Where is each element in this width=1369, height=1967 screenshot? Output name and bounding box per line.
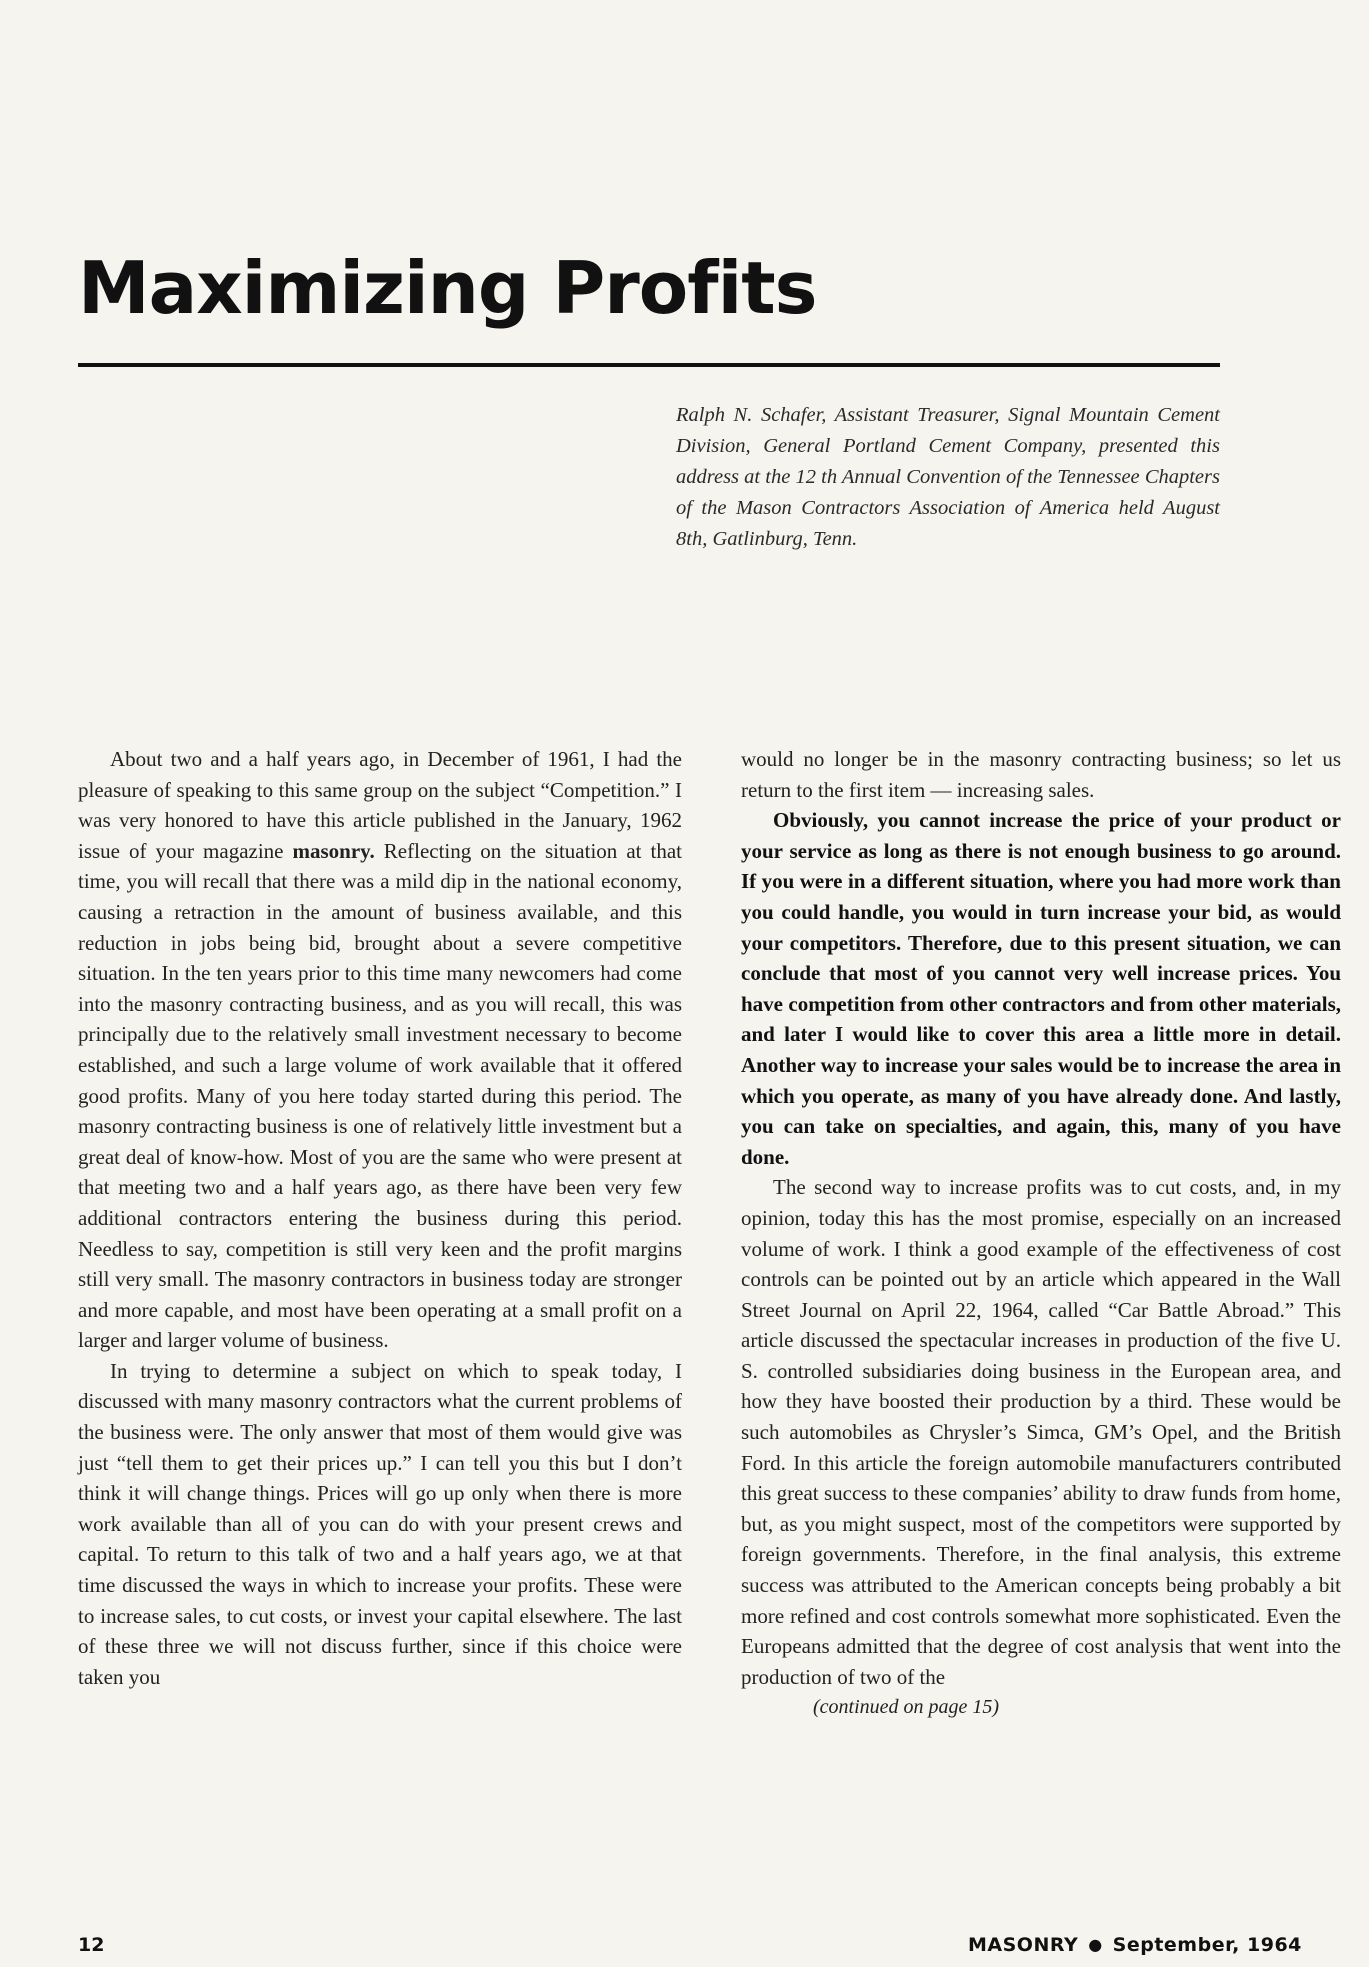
title-rule [78, 363, 1220, 367]
issue-date: September, 1964 [1112, 1934, 1302, 1956]
article-title: Maximizing Profits [78, 246, 817, 330]
right-column [741, 744, 1341, 1723]
paragraph: would no longer be in the masonry contracting business; so let us return to the first item — increasing sales. [741, 747, 1341, 802]
paragraph: In trying to determine a subject on which to speak today, I discussed with many masonry contractors what the current problems of the business were. The only answer that most of them would give was just “tell them to get their prices up.” I can tell you this but I don’t think it will change things. Prices will go up only when there is more work available than all of you can do with your present crews and capital. To return to this talk of two and a half years ago, we at that time discussed the ways in which to increase your profits. These were to increase sales, to cut costs, or invest your capital elsewhere. The last of these three we will not discuss further, since if this choice were taken you [78, 1358, 682, 1689]
continued-note: (continued on page 15) [813, 1696, 1000, 1719]
author-byline: Ralph N. Schafer, Assistant Treasurer, Signal Mountain Cement Division, General Portland Cement Company, presented this address at the 12 th Annual Convention of the Tennessee Chapters of the Mason Contractors Association of America held August 8th, Gatlinburg, Tenn. [676, 404, 1220, 550]
bullet-icon: ● [1088, 1935, 1103, 1954]
left-column [78, 744, 682, 1692]
paragraph: The second way to increase profits was to cut costs, and, in my opinion, today this has the most promise, especially on an increased volume of work. I think a good example of the effectiveness of cost controls can be pointed out by an article which appeared in the Wall Street Journal on April 22, 1964, called “Car Battle Abroad.” This article discussed the spectacular increases in production of the five U. S. controlled subsidiaries doing business in the European area, and how they have boosted their production by a third. These would be such automobiles as Chrysler’s Simca, GM’s Opel, and the British Ford. In this article the foreign automobile manufacturers contributed this great success to these companies’ ability to draw funds from home, but, as you might suspect, most of the competitors were supported by foreign governments. Therefore, in the final analysis, this extreme success was attributed to the American concepts being probably a bit more refined and cost controls somewhat more sophisticated. Even the Europeans admitted that the degree of cost analysis that went into the production of two of the [741, 1175, 1341, 1689]
page-number: 12 [78, 1934, 105, 1956]
paragraph: About two and a half years ago, in December of 1961, I had the pleasure of speaking to this same group on the subject “Competition.” I was very honored to have this article published in the January, 1962 issue of your magazine masonry. Reflecting on the situation at that time, you will recall that there was a mild dip in the national economy, causing a retraction in the amount of business available, and this reduction in jobs being bid, brought about a severe competitive situation. In the ten years prior to this time many newcomers had come into the masonry contracting business, and as you will recall, this was principally due to the relatively small investment necessary to become established, and such a large volume of work available that it offered good profits. Many of you here today started during this period. The masonry contracting business is one of relatively little investment but a great deal of know-how. Most of you are the same who were present at that meeting two and a half years ago, as there have been very few additional contractors entering the business during this period. Needless to say, competition is still very keen and the profit margins still very small. The masonry contractors in business today are stronger and more capable, and most have been operating at a small profit on a larger and larger volume of business. [78, 747, 682, 1353]
bold-paragraph: Obviously, you cannot increase the price of your product or your service as long as there is not enough business to go around. If you were in a different situation, where you had more work than you could handle, you would in turn increase your bid, as would your competitors. Therefore, due to this present situation, we can conclude that most of you cannot very well increase prices. You have competition from other contractors and from other materials, and later I would like to cover this area a little more in detail. Another way to increase your sales would be to increase the area in which you operate, as many of you have already done. And lastly, you can take on specialties, and again, this, many of you have done. [741, 808, 1341, 1169]
footer-masthead [968, 1934, 1302, 1956]
magazine-title: MASONRY [968, 1934, 1079, 1956]
magazine-name: masonry. [292, 838, 375, 863]
